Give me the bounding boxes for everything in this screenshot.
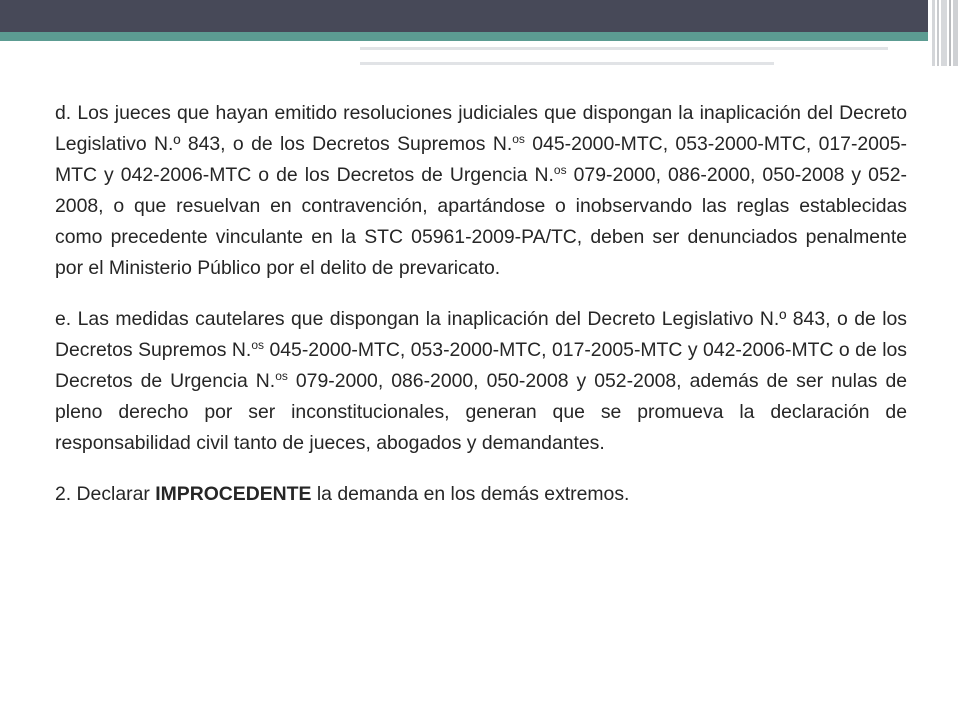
paragraph-text: 045-2000-MTC, 053-2000-MTC, 017-2005-MTC y 042-2006-MTC o de los Decretos de Urgencia N. — [55, 339, 907, 392]
superscript: os — [512, 132, 525, 146]
paragraph-text: la demanda en los demás extremos. — [311, 483, 630, 505]
paragraph-text: e. Las medidas cautelares que dispongan la inaplicación del Decreto Legislativo N.º 843, o de los Decretos Supremos N. — [55, 308, 907, 361]
paragraph-item-d — [55, 98, 907, 284]
superscript: os — [251, 338, 264, 352]
right-edge-rule — [953, 0, 958, 66]
paragraph-resolution-2 — [55, 479, 907, 510]
paragraph-text: 2. Declarar — [55, 483, 156, 505]
header-bar — [0, 0, 928, 32]
right-edge-rule — [941, 0, 947, 66]
paragraph-item-e — [55, 304, 907, 459]
title-underline-short — [360, 62, 774, 65]
right-edge-rule — [949, 0, 951, 66]
emphasis-text: IMPROCEDENTE — [155, 483, 312, 505]
slide-body — [55, 98, 907, 530]
right-edge-rule — [937, 0, 939, 66]
superscript: os — [553, 163, 567, 177]
paragraph-text: 079-2000, 086-2000, 050-2008 y 052-2008, o que resuelvan en contravención, apartándose o inobservando las reglas establecidas como precedente vinculante en la STC 05961-2009-PA/TC, deben ser denunciados penalmente por el Ministerio Público por el delito de prevaricato. — [55, 164, 907, 279]
paragraph-text: 079-2000, 086-2000, 050-2008 y 052-2008, además de ser nulas de pleno derecho por ser inconstitucionales, generan que se promueva la declaración de responsabilidad civil tanto de jueces, abogados y demandantes. — [55, 370, 908, 454]
header-accent-line — [0, 32, 928, 41]
paragraph-text: 045-2000-MTC, 053-2000-MTC, 017-2005-MTC y 042-2006-MTC o de los Decretos de Urgencia N. — [55, 133, 907, 186]
right-edge-rule — [932, 0, 935, 66]
superscript: os — [275, 369, 288, 383]
title-underline-long — [360, 47, 888, 50]
paragraph-text: d. Los jueces que hayan emitido resoluciones judiciales que dispongan la inaplicación del Decreto Legislativo N.º 843, o de los Decretos Supremos N. — [55, 102, 907, 155]
